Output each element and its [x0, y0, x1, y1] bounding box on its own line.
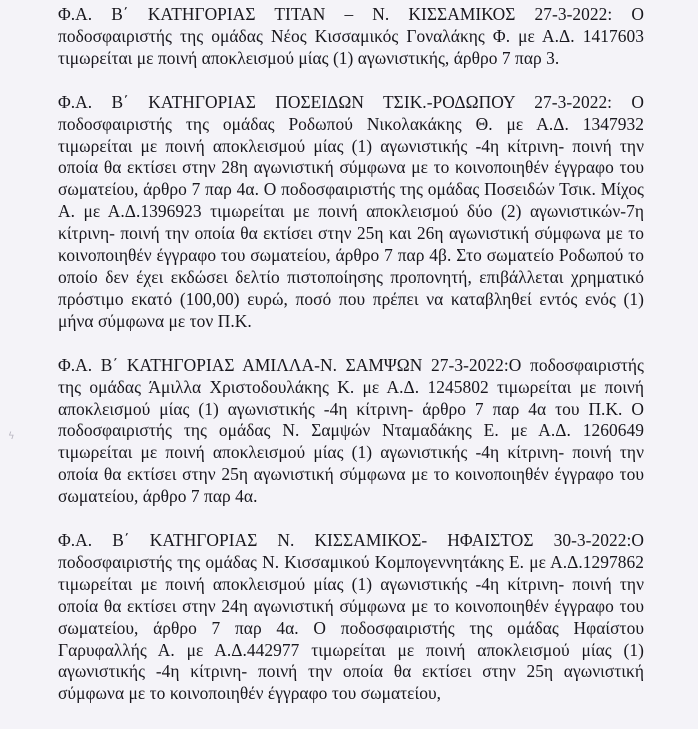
scan-mark: ϟ [8, 431, 15, 442]
decision-paragraph-amilla-sampson [58, 355, 644, 508]
decision-paragraph-titan-kissamikos [58, 4, 644, 70]
paragraph-text: Φ.Α. Β΄ ΚΑΤΗΓΟΡΙΑΣ ΤΙΤΑΝ – Ν. ΚΙΣΣΑΜΙΚΟΣ 27-3-2022: Ο ποδοσφαιριστής της ομάδας Νέος Κισσαμικός Γοναλάκης Φ. με Α.Δ. 1417603 τιμωρείται με ποινή αποκλεισμού μίας (1) αγωνιστικής, άρθρο 7 παρ 3. [58, 4, 644, 68]
paragraph-text: Φ.Α. Β΄ ΚΑΤΗΓΟΡΙΑΣ Ν. ΚΙΣΣΑΜΙΚΟΣ- ΗΦΑΙΣΤΟΣ 30-3-2022:Ο ποδοσφαιριστής της ομάδας Ν. Κισσαμικού Κομπογεννητάκης Ε. με Α.Δ.1297862 τιμωρείται με ποινή αποκλεισμού μίας (1) αγωνιστικής -4η κίτρινη- ποινή την οποία θα εκτίσει στην 24η αγωνιστική σύμφωνα με το κοινοποιηθέν έγγραφο του σωματείου, άρθρο 7 παρ 4α. Ο ποδοσφαιριστής της ομάδας Ηφαίστου Γαρυφαλλής Α. με Α.Δ.442977 τιμωρείται με ποινή αποκλεισμού μίας (1) αγωνιστικής -4η κίτρινη- ποινή την οποία θα εκτίσει στην 25η αγωνιστική σύμφωνα με το κοινοποιηθέν έγγραφο του σωματείου, [58, 530, 644, 704]
decision-paragraph-kissamikos-ifaistos [58, 530, 644, 705]
paragraph-text: Φ.Α. Β΄ ΚΑΤΗΓΟΡΙΑΣ ΠΟΣΕΙΔΩΝ ΤΣΙΚ.-ΡΟΔΩΠΟΥ 27-3-2022: Ο ποδοσφαιριστής της ομάδας Ροδωπού Νικολακάκης Θ. με Α.Δ. 1347932 τιμωρείται με ποινή αποκλεισμού μίας (1) αγωνιστικής -4η κίτρινη- ποινή την οποία θα εκτίσει στην 28η αγωνιστική σύμφωνα με το κοινοποιηθέν έγγραφο του σωματείου, άρθρο 7 παρ 4α. Ο ποδοσφαιριστής της ομάδας Ποσειδών Τσικ. Μίχος Α. με Α.Δ.1396923 τιμωρείται με ποινή αποκλεισμού δύο (2) αγωνιστικών-7η κίτρινη- ποινή την οποία θα εκτίσει στην 25η και 26η αγωνιστική σύμφωνα με το κοινοποιηθέν έγγραφο του σωματείου, άρθρο 7 παρ 4β. Στο σωματείο Ροδωπού το οποίο δεν έχει εκδώσει δελτίο πιστοποίησης προπονητή, επιβάλλεται χρηματικό πρόστιμο εκατό (100,00) ευρώ, ποσό που πρέπει να καταβληθεί εντός ενός (1) μήνα σύμφωνα με τον Π.Κ. [58, 91, 644, 331]
paragraph-text: Φ.Α. Β΄ ΚΑΤΗΓΟΡΙΑΣ ΑΜΙΛΛΑ-Ν. ΣΑΜΨΩΝ 27-3-2022:Ο ποδοσφαιριστής της ομάδας Άμιλλα Χριστοδουλάκης Κ. με Α.Δ. 1245802 τιμωρείται με ποινή αποκλεισμού μίας (1) αγωνιστικής -4η κίτρινη- άρθρο 7 παρ 4α του Π.Κ. Ο ποδοσφαιριστής της ομάδας Ν. Σαμψών Νταμαδάκης Ε. με Α.Δ. 1260649 τιμωρείται με ποινή αποκλεισμού μίας (1) αγωνιστικής -4η κίτρινη- ποινή την οποία θα εκτίσει στην 25η αγωνιστική σύμφωνα με το κοινοποιηθέν έγγραφο του σωματείου, άρθρο 7 παρ 4α. [58, 354, 644, 507]
disciplinary-decisions-text [58, 4, 644, 727]
decision-paragraph-poseidon-rodopou [58, 92, 644, 333]
